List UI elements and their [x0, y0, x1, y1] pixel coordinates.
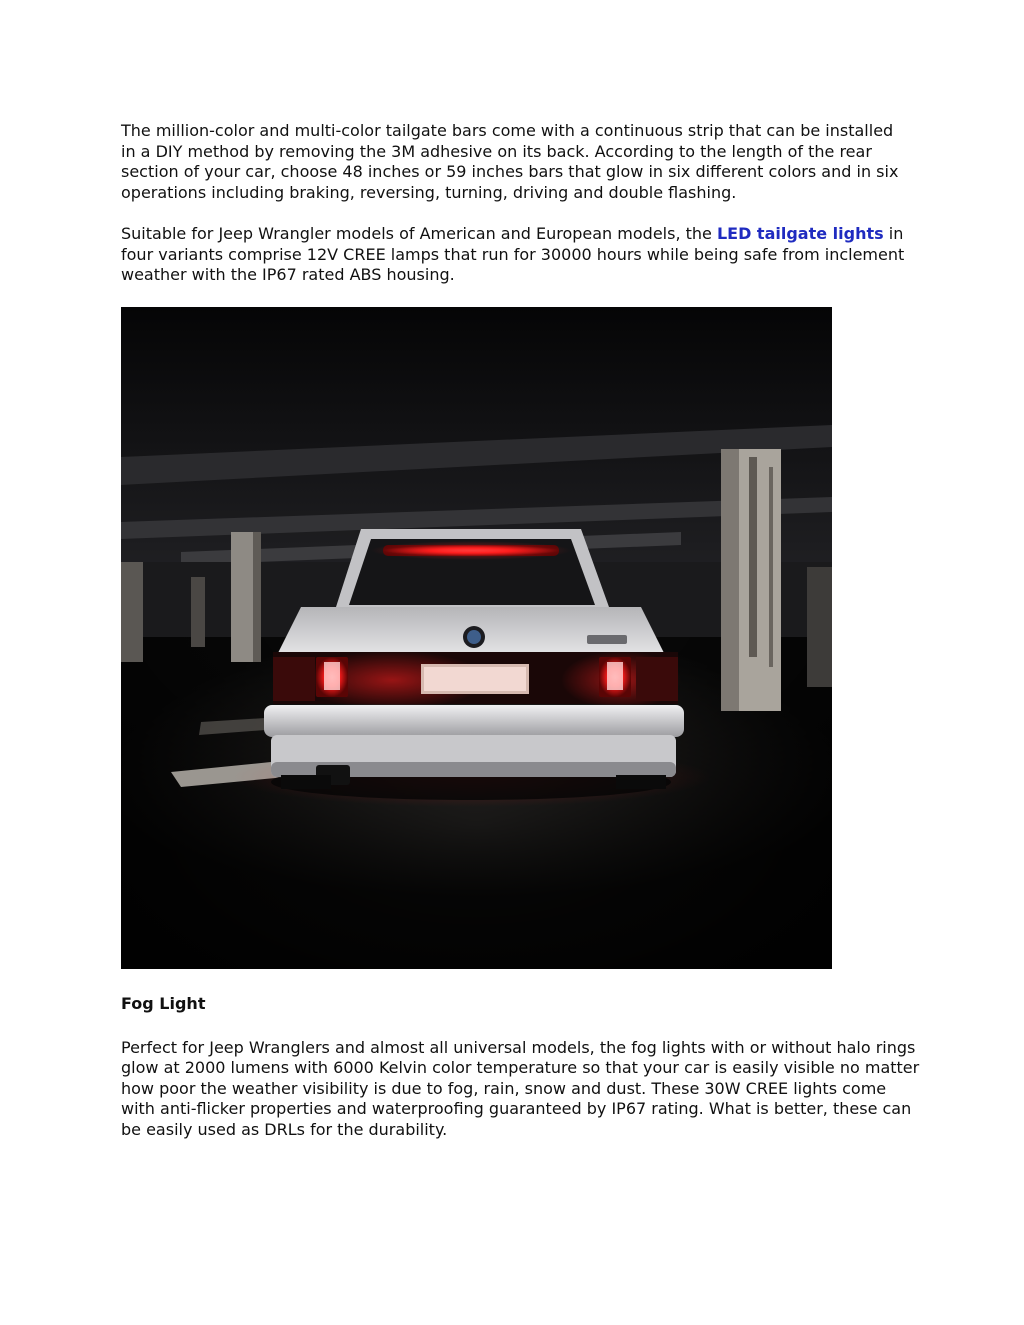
- paragraph-fog-lights: Perfect for Jeep Wranglers and almost all universal models, the fog lights with or without halo rings glow at 2000 lumens with 6000 Kelvin color temperature so that your car is easily visible no matter how poor the weather visibility is due to fog, rain, snow and dust. These 30W CREE lights come with anti-flicker properties and waterproofing guaranteed by IP67 rating. What is better, these can be easily used as DRLs for the durability.: [121, 1037, 920, 1139]
- paragraph-jeep-wrangler: [121, 224, 911, 286]
- led-tailgate-lights-link[interactable]: LED tailgate lights: [716, 224, 884, 243]
- paragraph-tailgate-bars: The million-color and multi-color tailgate bars come with a continuous strip that can be installed in a DIY method by removing the 3M adhesive on its back. According to the length of the rear section of your car, choose 48 inches or 59 inches bars that glow in six different colors and in six operations including braking, reversing, turning, driving and double flashing.: [121, 121, 899, 202]
- document-page: [121, 121, 921, 1140]
- paragraph-text-start: Suitable for Jeep Wrangler models of American and European models, the: [121, 224, 717, 243]
- car-tail-lights-photo: [121, 307, 832, 969]
- section-heading-fog-light: Fog Light: [121, 993, 206, 1013]
- paragraph-text-end: in four variants comprise 12V CREE lamps that run for 30000 hours while being safe from inclement weather with the IP67 rated ABS housing.: [121, 224, 905, 284]
